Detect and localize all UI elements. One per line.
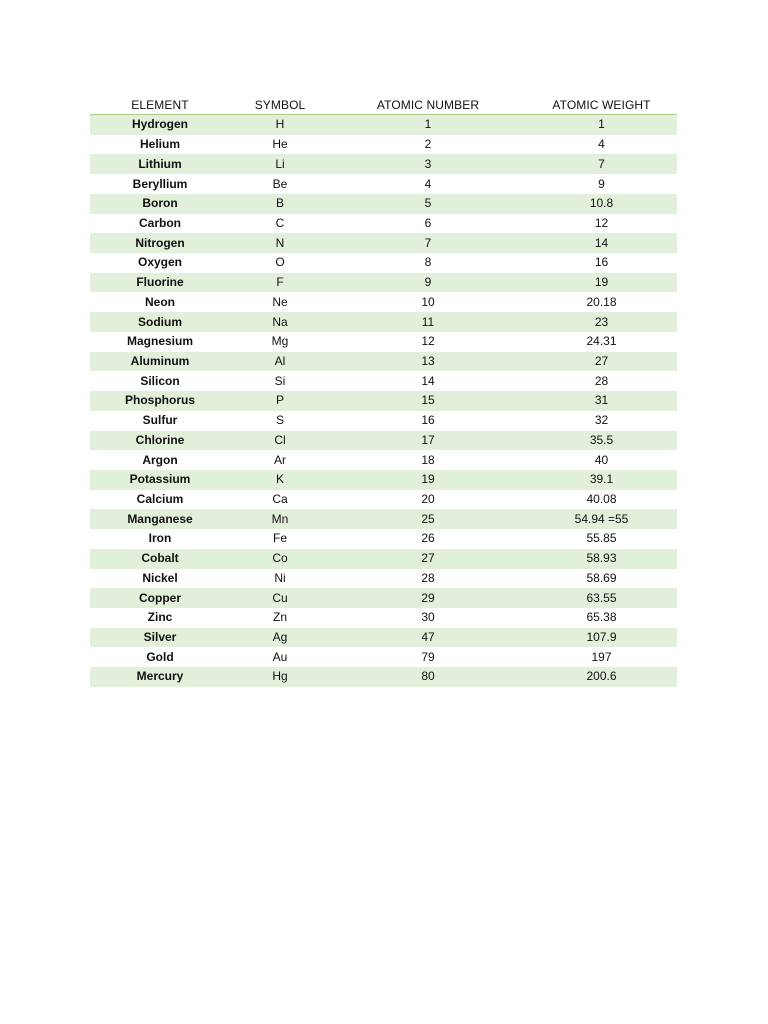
table-row bbox=[90, 490, 677, 510]
atomic-number-cell: 29 bbox=[330, 588, 526, 608]
element-name-cell: Oxygen bbox=[137, 255, 182, 270]
element-name-cell: Cobalt bbox=[90, 549, 230, 569]
atomic-number-cell: 16 bbox=[421, 413, 435, 428]
atomic-weight-cell: 39.1 bbox=[526, 470, 677, 490]
atomic-number-cell: 13 bbox=[330, 352, 526, 372]
symbol-cell: Ne bbox=[272, 294, 288, 309]
element-name-cell: Beryllium bbox=[132, 176, 188, 191]
atomic-number-cell: 18 bbox=[421, 452, 435, 467]
table-row bbox=[90, 529, 677, 549]
table-row bbox=[90, 628, 677, 648]
header-atomic-number: ATOMIC NUMBER bbox=[330, 91, 526, 115]
atomic-weight-cell: 1 bbox=[526, 115, 677, 135]
table-row bbox=[90, 450, 677, 470]
table-row bbox=[90, 608, 677, 628]
element-name-cell: Neon bbox=[145, 294, 175, 309]
atomic-weight-cell: 65.38 bbox=[586, 610, 617, 625]
symbol-cell: Ca bbox=[272, 492, 288, 507]
atomic-weight-cell: 28 bbox=[594, 373, 609, 388]
atomic-weight-cell: 32 bbox=[594, 413, 609, 428]
elements-table-container bbox=[90, 91, 677, 687]
atomic-number-cell: 12 bbox=[421, 334, 435, 349]
symbol-cell: Mg bbox=[271, 334, 289, 349]
symbol-cell: Fe bbox=[272, 531, 287, 546]
table-row bbox=[90, 588, 677, 608]
atomic-weight-cell: 58.93 bbox=[526, 549, 677, 569]
atomic-weight-cell: 55.85 bbox=[586, 531, 617, 546]
atomic-weight-cell: 20.18 bbox=[586, 294, 617, 309]
element-name-cell: Mercury bbox=[90, 667, 230, 687]
symbol-cell: He bbox=[272, 137, 288, 152]
table-row bbox=[90, 470, 677, 490]
symbol-cell: Si bbox=[274, 373, 286, 388]
table-row bbox=[90, 174, 677, 194]
atomic-weight-cell: 7 bbox=[526, 154, 677, 174]
table-row bbox=[90, 312, 677, 332]
symbol-cell: K bbox=[230, 470, 330, 490]
atomic-number-cell: 15 bbox=[330, 391, 526, 411]
symbol-cell: H bbox=[230, 115, 330, 135]
atomic-weight-cell: 107.9 bbox=[526, 628, 677, 648]
element-name-cell: Silicon bbox=[140, 373, 180, 388]
symbol-cell: Co bbox=[230, 549, 330, 569]
symbol-cell: Ar bbox=[274, 452, 286, 467]
atomic-number-cell: 11 bbox=[330, 312, 526, 332]
symbol-cell: Be bbox=[272, 176, 288, 191]
atomic-weight-cell: 12 bbox=[594, 215, 609, 230]
table-row bbox=[90, 667, 677, 687]
atomic-weight-cell: 40 bbox=[594, 452, 609, 467]
atomic-number-cell: 79 bbox=[421, 649, 435, 664]
atomic-number-cell: 10 bbox=[421, 294, 435, 309]
elements-table bbox=[90, 91, 677, 687]
atomic-number-cell: 17 bbox=[330, 431, 526, 451]
atomic-number-cell: 26 bbox=[421, 531, 435, 546]
atomic-number-cell: 80 bbox=[330, 667, 526, 687]
atomic-number-cell: 19 bbox=[330, 470, 526, 490]
element-name-cell: Boron bbox=[90, 194, 230, 214]
element-name-cell: Aluminum bbox=[90, 352, 230, 372]
table-row bbox=[90, 431, 677, 451]
atomic-weight-cell: 9 bbox=[598, 176, 605, 191]
element-name-cell: Helium bbox=[139, 137, 180, 152]
element-name-cell: Sulfur bbox=[142, 413, 178, 428]
table-row bbox=[90, 569, 677, 589]
atomic-number-cell: 5 bbox=[330, 194, 526, 214]
atomic-number-cell: 47 bbox=[330, 628, 526, 648]
atomic-number-cell: 1 bbox=[330, 115, 526, 135]
element-name-cell: Hydrogen bbox=[90, 115, 230, 135]
table-row bbox=[90, 647, 677, 667]
header-symbol: SYMBOL bbox=[230, 91, 330, 115]
element-name-cell: Zinc bbox=[147, 610, 173, 625]
table-row bbox=[90, 253, 677, 273]
element-name-cell: Iron bbox=[148, 531, 172, 546]
atomic-number-cell: 6 bbox=[424, 215, 432, 230]
table-row bbox=[90, 135, 677, 155]
element-name-cell: Carbon bbox=[139, 215, 181, 230]
table-row bbox=[90, 273, 677, 293]
atomic-number-cell: 9 bbox=[330, 273, 526, 293]
symbol-cell: N bbox=[230, 233, 330, 253]
atomic-weight-cell: 23 bbox=[526, 312, 677, 332]
table-row bbox=[90, 411, 677, 431]
table-row bbox=[90, 549, 677, 569]
element-name-cell: Copper bbox=[90, 588, 230, 608]
symbol-cell: Cl bbox=[230, 431, 330, 451]
element-name-cell: Gold bbox=[146, 649, 174, 664]
atomic-weight-cell: 40.08 bbox=[586, 492, 617, 507]
atomic-weight-cell: 19 bbox=[526, 273, 677, 293]
element-name-cell: Chlorine bbox=[90, 431, 230, 451]
atomic-number-cell: 3 bbox=[330, 154, 526, 174]
atomic-weight-cell: 35.5 bbox=[526, 431, 677, 451]
atomic-weight-cell: 200.6 bbox=[526, 667, 677, 687]
atomic-weight-cell: 197 bbox=[591, 649, 612, 664]
atomic-weight-cell: 31 bbox=[526, 391, 677, 411]
element-name-cell: Calcium bbox=[136, 492, 184, 507]
table-row bbox=[90, 332, 677, 352]
element-name-cell: Manganese bbox=[90, 509, 230, 529]
atomic-number-cell: 4 bbox=[424, 176, 432, 191]
symbol-cell: C bbox=[275, 215, 285, 230]
symbol-cell: Na bbox=[230, 312, 330, 332]
atomic-number-cell: 28 bbox=[421, 570, 435, 585]
atomic-weight-cell: 4 bbox=[598, 137, 605, 152]
symbol-cell: Zn bbox=[272, 610, 287, 625]
atomic-weight-cell: 63.55 bbox=[526, 588, 677, 608]
header-atomic-weight: ATOMIC WEIGHT bbox=[526, 91, 677, 115]
element-name-cell: Nickel bbox=[142, 570, 178, 585]
symbol-cell: Al bbox=[230, 352, 330, 372]
table-row bbox=[90, 194, 677, 214]
atomic-number-cell: 2 bbox=[424, 137, 432, 152]
element-name-cell: Magnesium bbox=[126, 334, 193, 349]
atomic-weight-cell: 16 bbox=[594, 255, 609, 270]
atomic-number-cell: 25 bbox=[330, 509, 526, 529]
atomic-number-cell: 30 bbox=[421, 610, 435, 625]
table-row bbox=[90, 115, 677, 135]
element-name-cell: Argon bbox=[142, 452, 178, 467]
header-element: ELEMENT bbox=[90, 91, 230, 115]
table-row bbox=[90, 292, 677, 312]
element-name-cell: Silver bbox=[90, 628, 230, 648]
symbol-cell: S bbox=[275, 413, 284, 428]
table-body bbox=[90, 115, 677, 687]
atomic-weight-cell: 24.31 bbox=[586, 334, 617, 349]
atomic-number-cell: 27 bbox=[330, 549, 526, 569]
atomic-number-cell: 14 bbox=[421, 373, 435, 388]
table-row bbox=[90, 233, 677, 253]
symbol-cell: P bbox=[230, 391, 330, 411]
atomic-weight-cell: 14 bbox=[526, 233, 677, 253]
header-row bbox=[90, 91, 677, 115]
table-header bbox=[90, 91, 677, 115]
element-name-cell: Lithium bbox=[90, 154, 230, 174]
table-row bbox=[90, 214, 677, 234]
atomic-weight-cell: 27 bbox=[526, 352, 677, 372]
element-name-cell: Nitrogen bbox=[90, 233, 230, 253]
symbol-cell: Mn bbox=[230, 509, 330, 529]
element-name-cell: Potassium bbox=[90, 470, 230, 490]
atomic-weight-cell: 54.94 =55 bbox=[526, 509, 677, 529]
symbol-cell: O bbox=[275, 255, 285, 270]
table-row bbox=[90, 391, 677, 411]
element-name-cell: Fluorine bbox=[90, 273, 230, 293]
atomic-number-cell: 7 bbox=[330, 233, 526, 253]
symbol-cell: Ag bbox=[230, 628, 330, 648]
symbol-cell: Au bbox=[272, 649, 288, 664]
atomic-number-cell: 20 bbox=[421, 492, 435, 507]
atomic-weight-cell: 10.8 bbox=[526, 194, 677, 214]
symbol-cell: Ni bbox=[274, 570, 286, 585]
table-row bbox=[90, 509, 677, 529]
symbol-cell: F bbox=[230, 273, 330, 293]
symbol-cell: Cu bbox=[230, 588, 330, 608]
symbol-cell: Hg bbox=[230, 667, 330, 687]
symbol-cell: Li bbox=[230, 154, 330, 174]
atomic-weight-cell: 58.69 bbox=[586, 570, 617, 585]
table-row bbox=[90, 371, 677, 391]
table-row bbox=[90, 352, 677, 372]
symbol-cell: B bbox=[230, 194, 330, 214]
table-row bbox=[90, 154, 677, 174]
element-name-cell: Phosphorus bbox=[90, 391, 230, 411]
atomic-number-cell: 8 bbox=[424, 255, 432, 270]
element-name-cell: Sodium bbox=[90, 312, 230, 332]
